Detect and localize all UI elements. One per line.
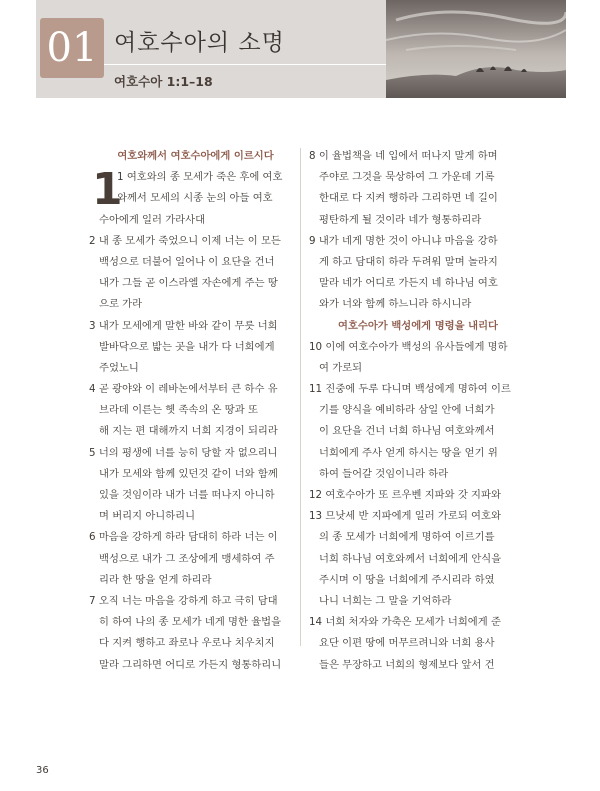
verse-line: 11 진중에 두루 다니며 백성에게 명하여 이르 [309,383,511,396]
verse-line: 내가 그들 곧 이스라엘 자손에게 주는 땅 [99,277,278,290]
right-column [309,146,527,676]
verse-line: 백성으로 내가 그 조상에게 맹세하여 주 [99,552,275,565]
verse-line: 12 여호수아가 또 르우벤 지파와 갓 지파와 [309,489,501,501]
verse-line: 기를 양식을 예비하라 삼일 안에 너희가 [319,404,495,417]
chapter-number: 01 [40,18,104,78]
chapter-dropcap: 1 [92,164,123,216]
verse-line: 말라 네가 어디로 가든지 네 하나님 여호 [319,277,498,290]
verse-line: 주시며 이 땅을 너희에게 주시리라 하였 [319,573,495,586]
verse-line: 있을 것임이라 내가 너를 떠나지 아니하 [99,489,275,501]
verse-line: 5 너의 평생에 너를 능히 당할 자 없으리니 [89,446,278,459]
verse-line: 7 오직 너는 마음을 강하게 하고 극히 담대 [89,594,278,607]
verse-line: 나니 너희는 그 말을 기억하라 [319,594,452,607]
verse-line: 리라 한 땅을 얻게 하리라 [99,573,212,586]
chapter-reference: 여호수아 1:1–18 [114,74,213,89]
verse-line: 며 버리지 아니하리니 [99,510,196,523]
verse-line: 14 너희 처자와 가축은 모세가 너희에게 준 [309,616,501,629]
landscape-photo [386,0,566,98]
verse-line: 말라 그리하면 어디로 가든지 형통하리니 [99,658,282,671]
verse-line: 1 여호와의 종 모세가 죽은 후에 여호 [117,171,283,184]
verse-line: 브라데 이른는 헷 족속의 온 땅과 또 [99,404,258,417]
title-divider [104,64,386,65]
verse-line: 이 요단을 건너 너희 하나님 여호와께서 [319,425,495,438]
verse-line: 주었노니 [99,361,139,374]
section-heading: 여호수아가 백성에게 명령을 내리다 [338,319,498,332]
verse-line: 의 종 모세가 너희에게 명하여 이르기를 [319,531,495,544]
verse-line: 한대로 다 지켜 행하라 그리하면 네 길이 [319,192,498,205]
verse-line: 요단 이편 땅에 머무르려니와 너희 용사 [319,637,495,650]
page-number: 36 [36,765,49,776]
verse-line: 너희에게 주사 얻게 하시는 땅을 얻기 위 [319,446,498,459]
verse-line: 와께서 모세의 시종 눈의 아들 여호 [117,192,273,205]
verse-line: 다 지켜 행하고 좌로나 우로나 치우치지 [99,637,275,650]
verse-line: 9 내가 네게 명한 것이 아니냐 마음을 강하 [309,234,498,247]
verse-line: 2 내 종 모세가 죽었으니 이제 너는 이 모든 [89,234,281,247]
verse-line: 4 곧 광야와 이 레바논에서부터 큰 하수 유 [89,383,278,396]
verse-line: 으로 가라 [99,298,143,311]
verse-line: 히 하여 나의 종 모세가 네게 명한 율법을 [99,616,282,629]
verse-line: 10 이에 여호수아가 백성의 유사들에게 명하 [309,340,508,353]
verse-line: 13 므낫세 반 지파에게 일러 가로되 여호와 [309,510,501,523]
verse-line: 들은 무장하고 너희의 형제보다 앞서 건 [319,658,495,671]
verse-line: 와가 너와 함께 하느니라 하시니라 [319,298,472,311]
verse-line: 게 하고 담대히 하라 두려워 말며 놀라지 [319,255,498,268]
verse-line: 평탄하게 될 것이라 네가 형통하리라 [319,213,482,226]
verse-block [89,164,302,231]
verse-line: 6 마음을 강하게 하라 담대히 하라 너는 이 [89,531,278,544]
verse-line: 8 이 율법책을 네 입에서 떠나지 말게 하며 [309,150,498,162]
verse-line: 발바닥으로 밟는 곳을 내가 다 너희에게 [99,340,275,353]
verse-line: 내가 모세와 함께 있던것 같이 너와 함께 [99,467,278,480]
verse-line: 여 가로되 [319,361,363,374]
chapter-title: 여호수아의 소명 [114,30,285,56]
section-heading: 여호와께서 여호수아에게 이르시다 [117,150,274,162]
verse-line: 3 내가 모세에게 말한 바와 같이 무릇 너희 [89,319,278,332]
verse-line: 해 지는 편 대해까지 너희 지경이 되리라 [99,425,278,438]
verse-line: 백성으로 더불어 일어나 이 요단을 건너 [99,255,275,268]
verse-line: 주야로 그것을 묵상하여 그 가운데 기록 [319,171,495,184]
verse-line: 수아에게 일러 가라사대 [99,213,206,226]
verse-line: 하여 들어갈 것임이니라 하라 [319,467,449,480]
left-column [89,146,302,676]
verse-line: 너희 하나님 여호와께서 너희에게 안식을 [319,552,502,565]
